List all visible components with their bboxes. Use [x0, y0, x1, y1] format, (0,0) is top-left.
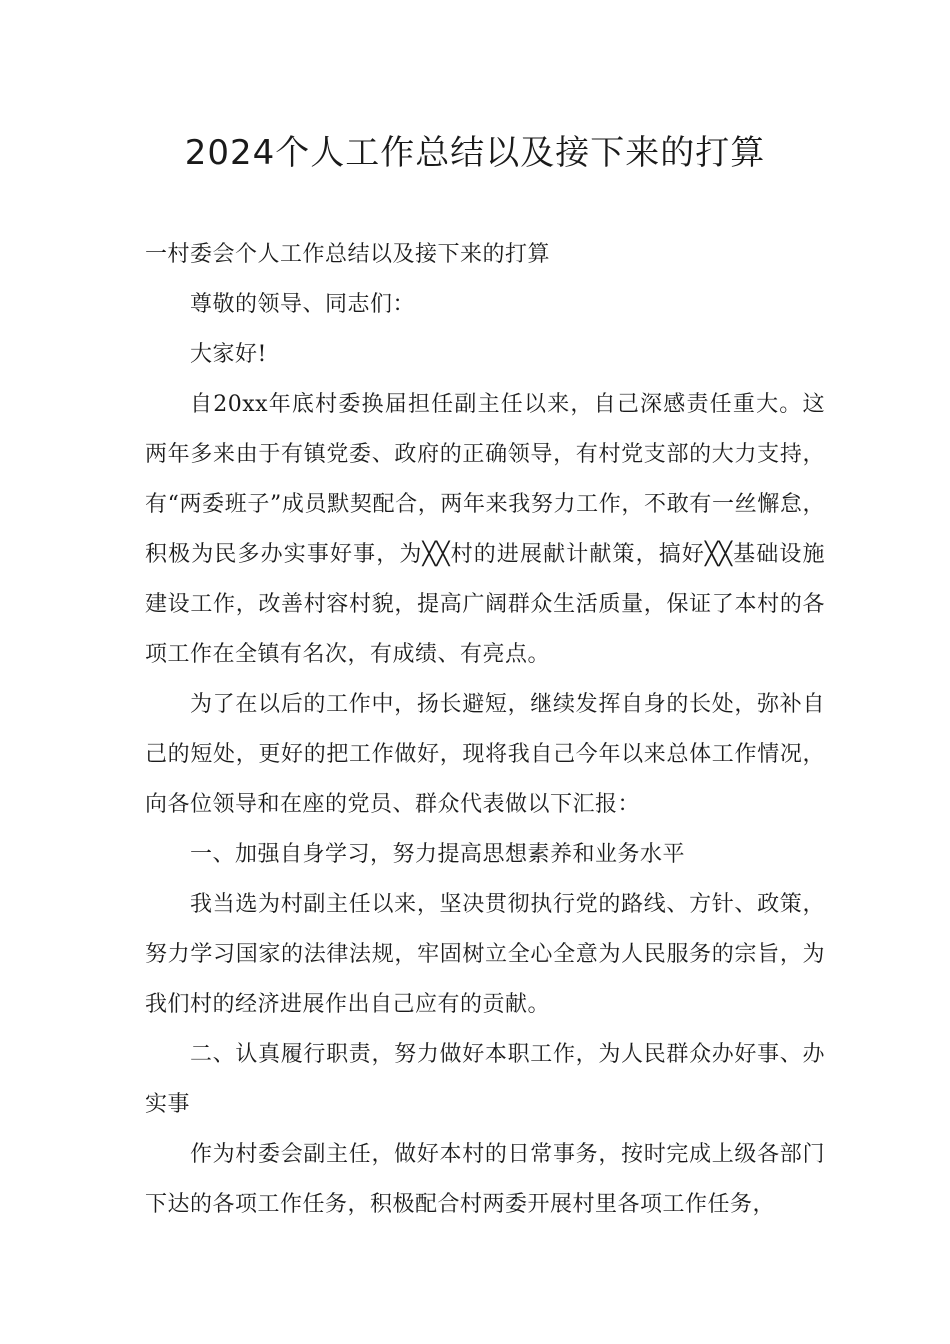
- document-body: [145, 230, 825, 1230]
- paragraph-greeting: 大家好!: [190, 342, 267, 367]
- section-heading-2: 二、认真履行职责，努力做好本职工作，为人民群众办好事、办实事: [145, 1042, 825, 1117]
- paragraph-purpose: 为了在以后的工作中，扬长避短，继续发挥自身的长处，弥补自己的短处，更好的把工作做好，现将我自己今年以来总体工作情况，向各位领导和在座的党员、群众代表做以下汇报：: [145, 692, 825, 817]
- document-title: 2024个人工作总结以及接下来的打算: [184, 133, 766, 173]
- paragraph-salutation: 尊敬的领导、同志们：: [190, 292, 416, 317]
- section-heading-1: 一、加强自身学习，努力提高思想素养和业务水平: [190, 842, 686, 867]
- paragraph-section-2: 作为村委会副主任，做好本村的日常事务，按时完成上级各部门下达的各项工作任务，积极配合村两委开展村里各项工作任务，: [145, 1142, 825, 1217]
- paragraph-section-1: 我当选为村副主任以来，坚决贯彻执行党的路线、方针、政策，努力学习国家的法律法规，牢固树立全心全意为人民服务的宗旨，为我们村的经济进展作出自己应有的贡献。: [145, 892, 825, 1017]
- paragraph-intro: 自20xx年底村委换届担任副主任以来，自己深感责任重大。这两年多来由于有镇党委、政府的正确领导，有村党支部的大力支持，有“两委班子”成员默契配合，两年来我努力工作，不敢有一丝懈怠，积极为民多办实事好事，为╳╳村的进展献计献策，搞好╳╳基础设施建设工作，改善村容村貌，提高广阔群众生活质量，保证了本村的各项工作在全镇有名次，有成绩、有亮点。: [145, 392, 825, 667]
- paragraph-subtitle: 一村委会个人工作总结以及接下来的打算: [145, 242, 551, 267]
